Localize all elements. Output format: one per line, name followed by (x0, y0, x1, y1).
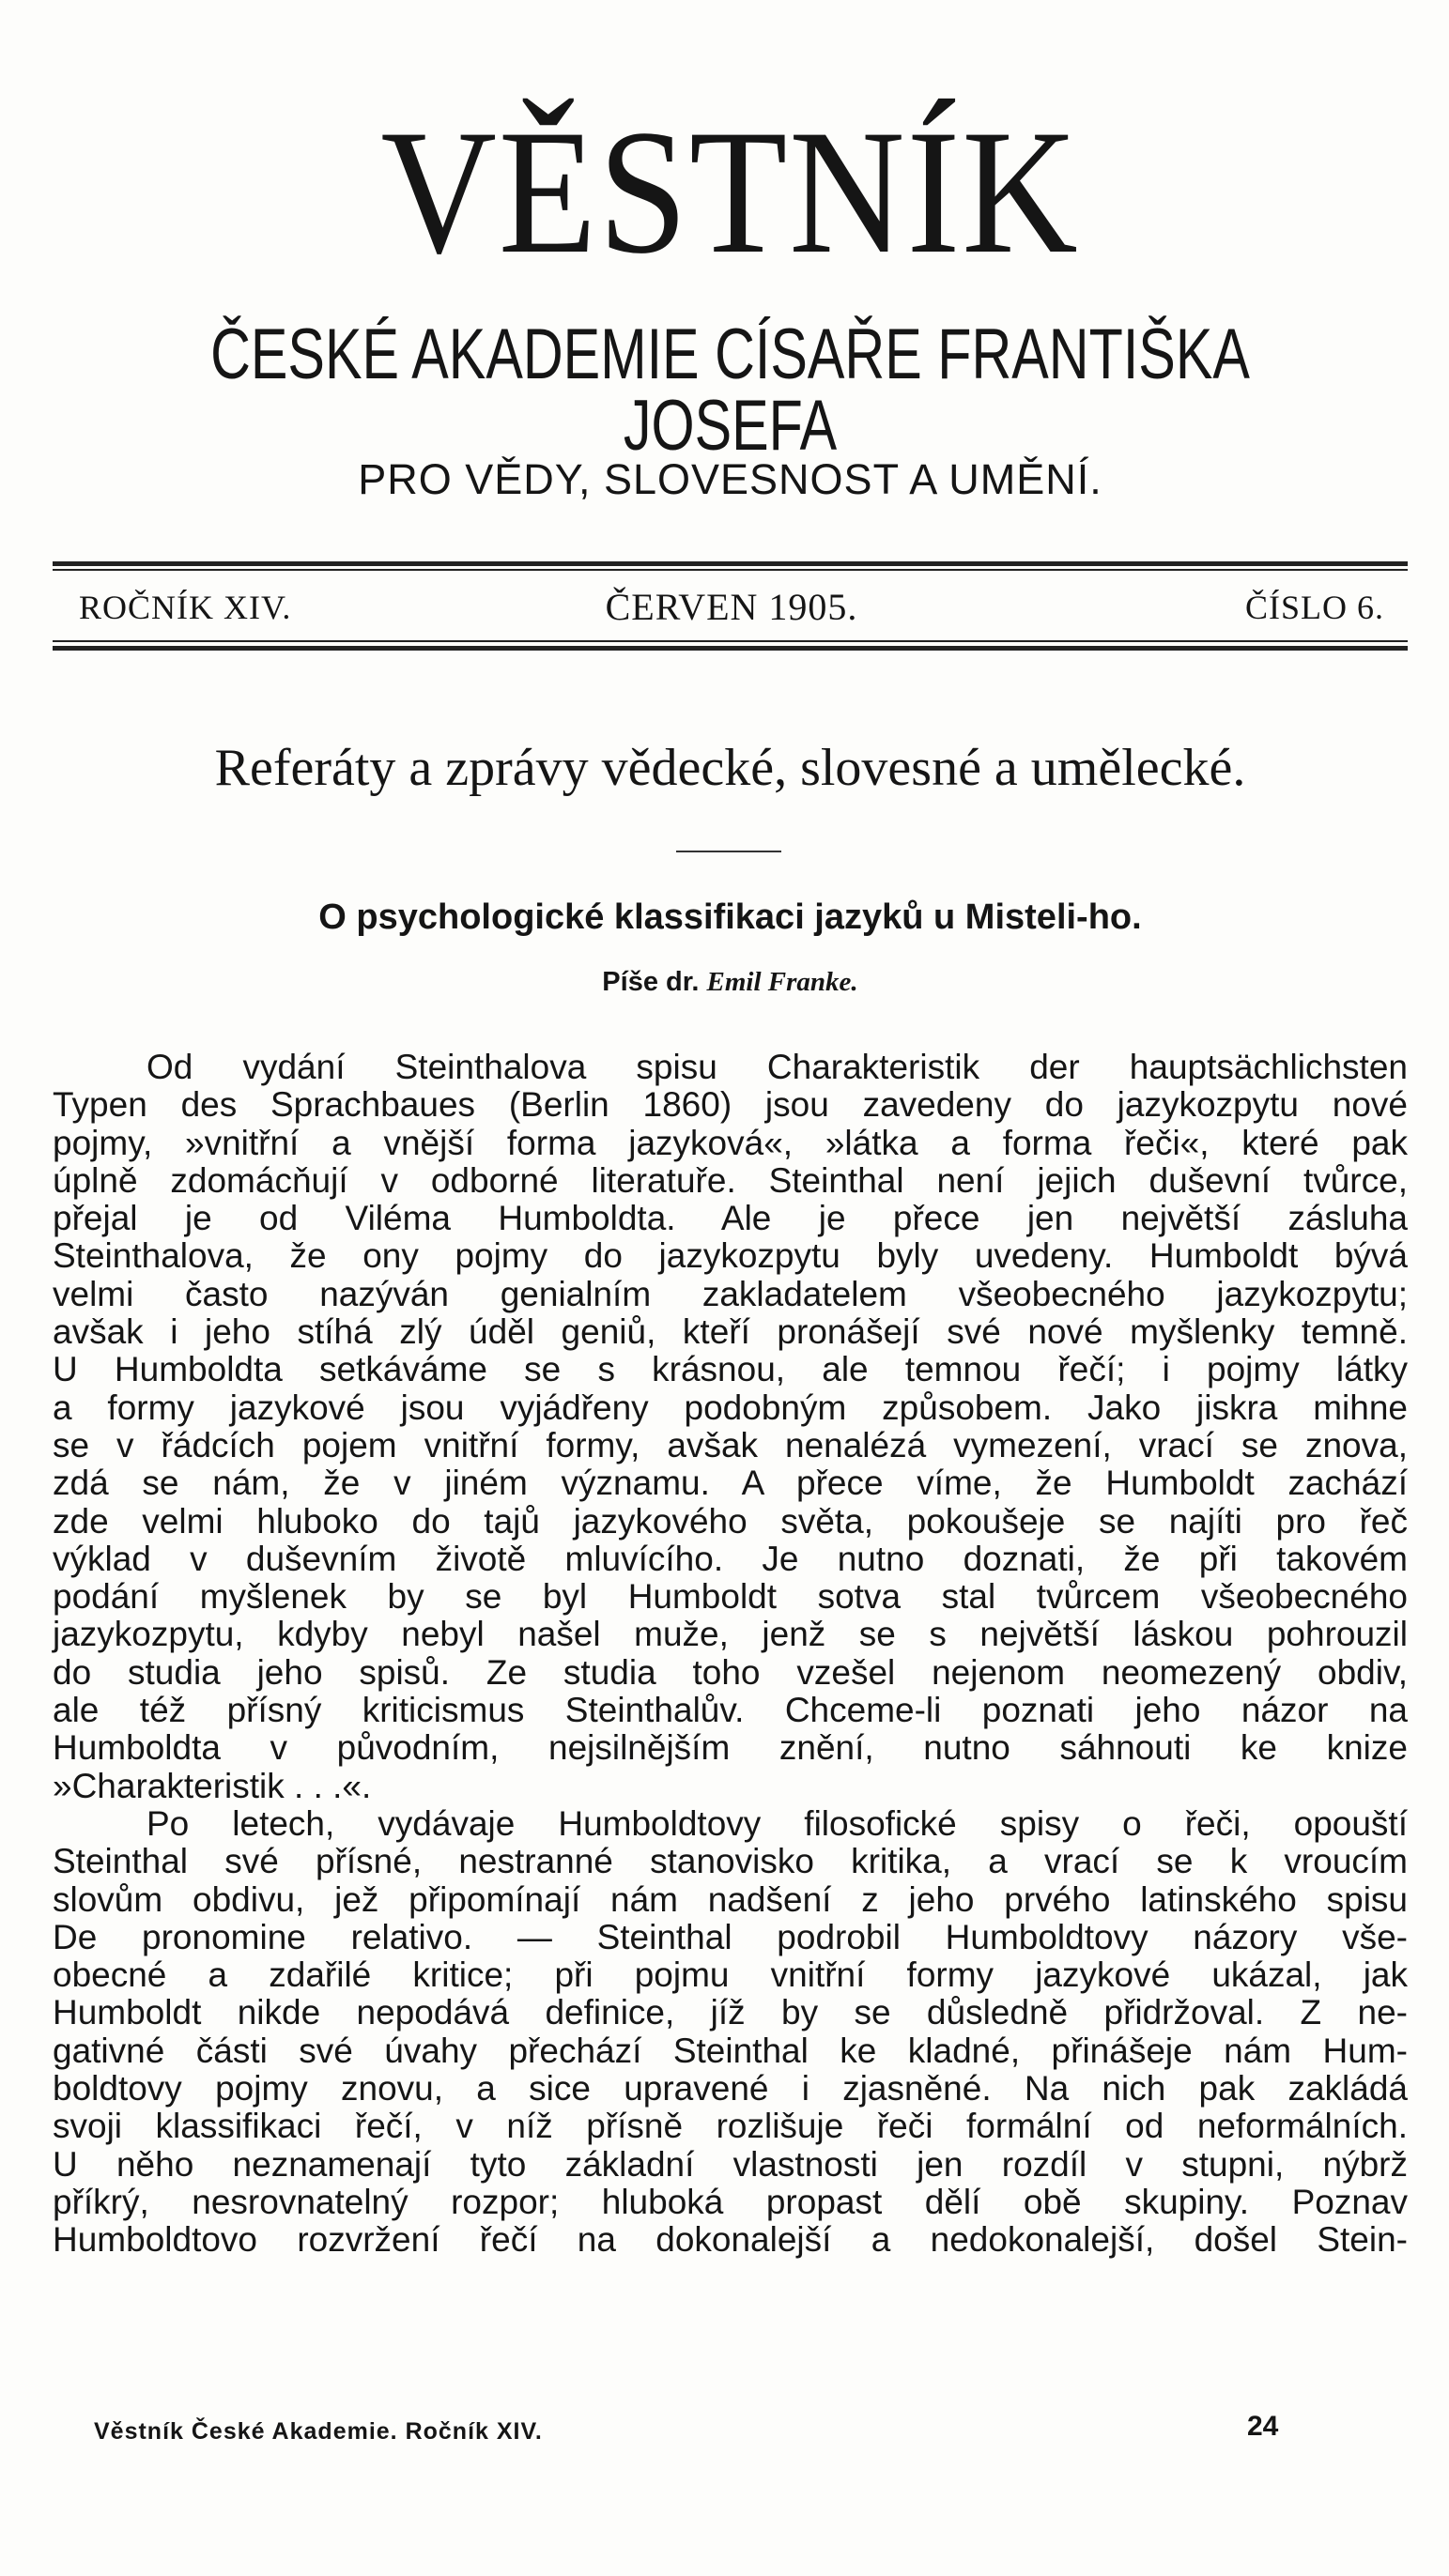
body-line: Od vydání Steinthalova spisu Charakteristik der hauptsächlichsten (146, 1048, 1408, 1086)
body-line: a formy jazykové jsou vyjádřeny podobným způsobem. Jako jiskra mihne (53, 1388, 1408, 1427)
body-line: slovům obdivu, jež připomínají nám nadšení z jeho prvého latinského spisu (53, 1879, 1408, 1919)
body-line: přejal je od Viléma Humboldta. Ale je přece jen největší zásluha (53, 1199, 1408, 1238)
journal-tagline: PRO VĚDY, SLOVESNOST A UMĚNÍ. (358, 455, 1102, 503)
body-line: zde velmi hluboko do tajů jazykového světa, pokoušeje se najíti pro řeč (53, 1501, 1408, 1541)
section-heading: Referáty a zprávy vědecké, slovesné a umělecké. (214, 739, 1246, 797)
body-line: výklad v duševním životě mluvícího. Je nutno doznati, že při takovém (53, 1539, 1408, 1578)
issue-number: ČÍSLO 6. (1244, 589, 1384, 626)
body-line: »Charakteristik . . .«. (53, 1766, 372, 1805)
body-line: jazykozpytu, kdyby nebyl našel muže, jenž se s největší láskou pohrouzil (53, 1615, 1408, 1654)
body-line: Po letech, vydávaje Humboldtovy filosofické spisy o řeči, opouští (146, 1803, 1408, 1843)
header-rule-bottom-thin (53, 640, 1408, 642)
body-line: příkrý, nesrovnatelný rozpor; hluboká propast dělí obě skupiny. Poznav (53, 2182, 1408, 2221)
header-rule-top-thin (53, 569, 1408, 571)
journal-subtitle: ČESKÉ AKADEMIE CÍSAŘE FRANTIŠKA JOSEFA (210, 314, 1250, 466)
body-line: Humboldta v původním, nejsilnějším znění, nutno sáhnouti ke knize (53, 1728, 1408, 1768)
journal-page (53, 0, 1408, 2576)
body-line: velmi často nazýván genialním zakladatelem všeobecného jazykozpytu; (53, 1274, 1408, 1313)
header-rule-bottom (53, 646, 1408, 651)
journal-title: VĚSTNÍK (380, 94, 1080, 291)
body-line: pojmy, »vnitřní a vnější forma jazyková«, »látka a forma řeči«, které pak (53, 1123, 1408, 1162)
page-number: 24 (1247, 2411, 1279, 2442)
body-line: do studia jeho spisů. Ze studia toho vzešel nejenom neomezený obdiv, (53, 1652, 1408, 1692)
body-line: boldtovy pojmy znovu, a sice upravené i zjasněné. Na nich pak zakládá (53, 2069, 1408, 2108)
article-byline (53, 969, 1408, 996)
article-title: O psychologické klassifikaci jazyků u Misteli-ho. (318, 897, 1142, 937)
body-line: obecné a zdařilé kritice; při pojmu vnitřní formy jazykové ukázal, jak (53, 1955, 1408, 1995)
body-line: svoji klassifikaci řečí, v níž přísně rozlišuje řeči formální od neformálních. (53, 2107, 1408, 2146)
header-rule-top (53, 561, 1408, 566)
body-line: Humboldt nikde nepodává definice, jíž by se důsledně přidržoval. Z ne- (53, 1993, 1408, 2032)
body-line: ale též přísný kriticismus Steinthalův. Chceme-li poznati jeho názor na (53, 1691, 1408, 1730)
issue-volume: ROČNÍK XIV. (79, 589, 292, 626)
byline-prefix: Píše dr. (602, 967, 700, 997)
issue-info-row (79, 584, 1384, 631)
body-line: U Humboldta setkáváme se s krásnou, ale temnou řečí; i pojmy látky (53, 1350, 1408, 1389)
section-divider (676, 851, 781, 852)
body-line: gativné části své úvahy přechází Steinthal ke kladné, přinášeje nám Hum- (53, 2031, 1408, 2070)
body-line: De pronomine relativo. — Steinthal podrobil Humboldtovy názory vše- (53, 1917, 1408, 1956)
body-line: Steinthal své přísné, nestranné stanovisko kritika, a vrací se k vroucím (53, 1842, 1408, 1881)
footer-journal-name: Věstník České Akademie. Ročník XIV. (94, 2418, 543, 2445)
body-line: Typen des Sprachbaues (Berlin 1860) jsou zavedeny do jazykozpytu nové (53, 1085, 1408, 1125)
article-body (53, 1049, 1408, 2260)
body-line: se v řádcích pojem vnitřní formy, avšak nenalézá vymezení, vrací se znova, (53, 1425, 1408, 1464)
article-author: Emil Franke. (706, 967, 858, 997)
body-line: Steinthalova, že ony pojmy do jazykozpytu byly uvedeny. Humboldt bývá (53, 1236, 1408, 1276)
body-line: U něho neznamenají tyto základní vlastnosti jen rozdíl v stupni, nýbrž (53, 2144, 1408, 2184)
issue-date: ČERVEN 1905. (605, 586, 858, 628)
body-line: podání myšlenek by se byl Humboldt sotva stal tvůrcem všeobecného (53, 1577, 1408, 1617)
body-line: Humboldtovo rozvržení řečí na dokonalejší a nedokonalejší, došel Stein- (53, 2220, 1408, 2260)
body-line: zdá se nám, že v jiném významu. A přece víme, že Humboldt zachází (53, 1464, 1408, 1503)
body-line: úplně zdomácňují v odborné literatuře. Steinthal není jejich duševní tvůrce, (53, 1160, 1408, 1200)
body-line: avšak i jeho stíhá zlý úděl geniů, kteří pronášejí své nové myšlenky temně. (53, 1312, 1408, 1352)
